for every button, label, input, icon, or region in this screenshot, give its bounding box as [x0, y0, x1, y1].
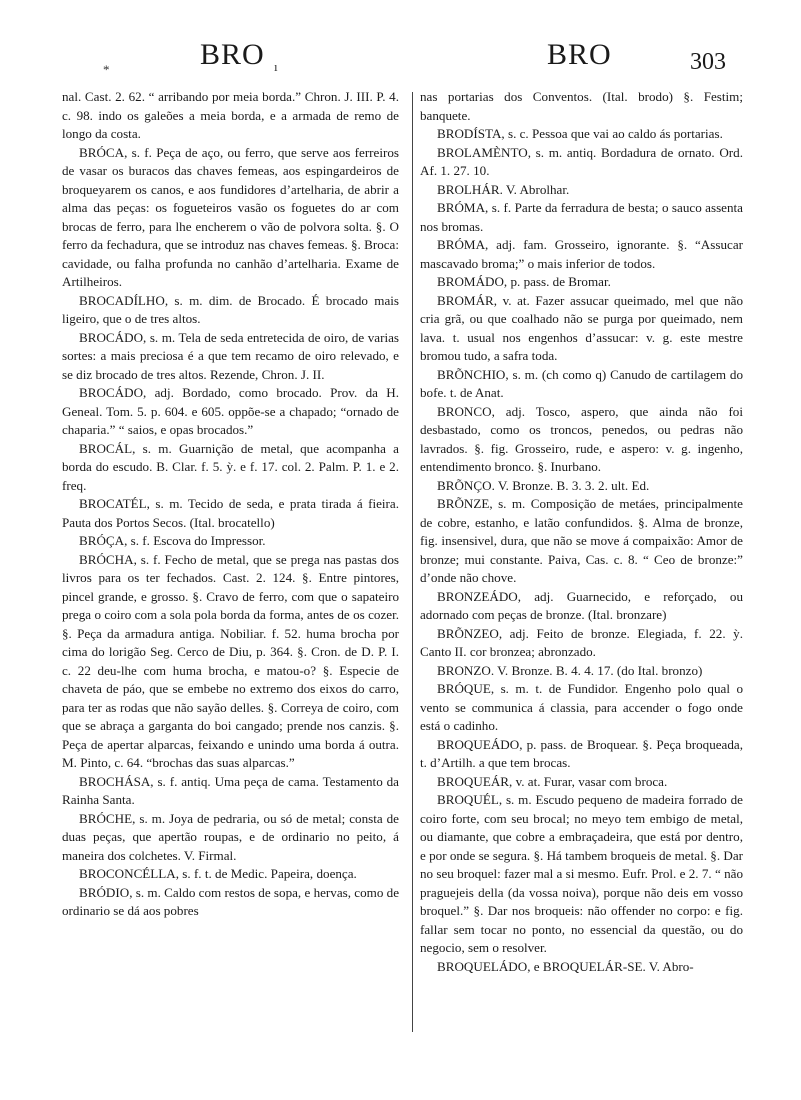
entry-brocal: BROCÁL, s. m. Guarnição de metal, que acompanha a borda do escudo. B. Clar. f. 5. ỳ. e f. 17. col. 2. Palm. P. 1. e 2. freq.	[62, 440, 399, 493]
entry-bronzeo: BRÕNZEO, adj. Feito de bronze. Elegiada, f. 22. ỳ. Canto II. cor bronzea; abronzado.	[420, 625, 743, 659]
entry-brocatel: BROCATÉL, s. m. Tecido de seda, e prata tirada á fieira. Pauta dos Portos Secos. (Ital. brocatello)	[62, 496, 399, 530]
entry-bronzo: BRONZO. V. Bronze. B. 4. 4. 17. (do Ital. bronzo)	[437, 662, 703, 678]
entry-bronco-ref: BRÕNÇO. V. Bronze. B. 3. 3. 2. ult. Ed.	[437, 477, 650, 493]
entry-broquelado: BROQUELÁDO, e BROQUELÁR-SE. V. Abro-	[437, 958, 694, 974]
entry-brodio-continued: nas portarias dos Conventos. (Ital. brodo) §. Festim; banquete.	[420, 89, 743, 123]
entry-bromado: BROMÁDO, p. pass. de Bromar.	[437, 274, 611, 289]
entry-broconcella: BROCONCÉLLA, s. f. t. de Medic. Papeira, doença.	[79, 866, 357, 881]
page-number: 303	[690, 49, 726, 75]
entry-bronze: BRÕNZE, s. m. Composição de metáes, principalmente de cobre, estanho, e latão confundidos. §. Alma de bronze, fig. insensivel, dura, que não se move á compaixão: Amor de bronze; mui constante. Paiva, Cas. c. 8. “ Ceo de bronze:” d’onde não chove.	[420, 496, 743, 585]
entry-broma-adj: BRÓMA, adj. fam. Grosseiro, ignorante. §. “Assucar mascavado broma;” o mais inferior de todos.	[420, 237, 743, 271]
entry-broca-escova: BRÓÇA, s. f. Escova do Impressor.	[79, 533, 266, 548]
left-running-head: BRO	[200, 38, 265, 71]
entry-continuation: nal. Cast. 2. 62. “ arribando por meia borda.” Chron. J. III. P. 4. c. 98. indo os galeões a meia borda, e a armada de remo de longo da costa.	[62, 89, 399, 141]
entry-brodista: BRODÍSTA, s. c. Pessoa que vai ao caldo ás portarias.	[437, 126, 723, 141]
printer-mark: *	[103, 62, 110, 77]
entry-brolhar: BROLHÁR. V. Abrolhar.	[437, 181, 570, 197]
entry-brocado-adj: BROCÁDO, adj. Bordado, como brocado. Prov. da H. Geneal. Tom. 5. p. 604. e 605. oppõe-se a chapado; “ornado de chaparia.” “ saios, e opas brocados.”	[62, 385, 399, 437]
right-running-head: BRO	[547, 38, 612, 71]
column-divider	[412, 92, 413, 1032]
entry-bronzeado: BRONZEÁDO, adj. Guarnecido, e reforçado, ou adornado com peças de bronze. (Ital. bronzare)	[420, 588, 743, 622]
entry-brocadilho: BROCADÍLHO, s. m. dim. de Brocado. É brocado mais ligeiro, que o de tres altos.	[62, 292, 399, 326]
entry-bronchio: BRÕNCHIO, s. m. (ch como q) Canudo de cartilagem do bofe. t. de Anat.	[420, 366, 743, 400]
entry-brodio: BRÓDIO, s. m. Caldo com restos de sopa, e hervas, como de ordinario se dá aos pobres	[62, 884, 400, 918]
right-column	[420, 88, 743, 976]
entry-bromar: BROMÁR, v. at. Fazer assucar queimado, mel que não cria grã, ou que coalhado não se purga por queimado, nem lava. t. usual nos engenhos d’assucar: v. g. este mestre bromou tudo, a safra toda.	[420, 292, 743, 363]
entry-brochasa: BROCHÁSA, s. f. antiq. Uma peça de cama. Testamento da Rainha Santa.	[62, 773, 399, 807]
entry-broquear: BROQUEÁR, v. at. Furar, vasar com broca.	[437, 773, 668, 789]
entry-broquel: BROQUÉL, s. m. Escudo pequeno de madeira forrado de coiro forte, com seu brocal; no meyo tem embigo de metal, ou diamante, que cobre a embraçadeira, que está por dentro, e por onde se segura. §. Há tambem broqueis de metal. §. Dar no seu broquel: fazer mal a si mesmo. Eufr. Prol. e 2. 7. “ não praguejeis della (da vossa noiva), porque não deis em vosso broquel.” §. Dar nos broqueis: não offender no corpo: e fig. fallar sem tocar no ponto, no essencial da questão, ou do negocio, sem o resolver.	[420, 792, 743, 955]
entry-broche: BRÓCHE, s. m. Joya de pedraria, ou só de metal; consta de duas peças, que apertão roupas, e de ordinario no peito, á maneira dos colchetes. V. Firmal.	[62, 810, 399, 863]
entry-brocado-noun: BROCÁDO, s. m. Tela de seda entretecida de oiro, de varias sortes: a mais preciosa é a que tem recamo de oiro relevado, e se diz brocado de tres altos. Rezende, Chron. J. II.	[62, 329, 399, 382]
stray-mark: ı	[274, 59, 278, 74]
entry-broca: BRÓCA, s. f. Peça de aço, ou ferro, que serve aos ferreiros de vasar os buracos das chaves femeas, aos espingardeiros de broqueyarem os canos, e aos fundidores d’artelharia, de abrir a alma das peças: os fogueteiros vasão os foguetes do ar com brocas de ferro, para lhe encherem o vão de polvora solta. §. O ferro da fechadura, que se introduz nas chaves femeas. §. Broca: cavidade, ou falha profunda no canhão d’artelharia. Exame de Artilheiros.	[62, 144, 400, 289]
entry-broqueado: BROQUEÁDO, p. pass. de Broquear. §. Peça broqueada, t. d’Artilh. a que tem brocas.	[420, 736, 743, 770]
entry-broma-noun: BRÓMA, s. f. Parte da ferradura de besta; o sauco assenta nos bromas.	[420, 200, 743, 234]
entry-broque: BRÓQUE, s. m. t. de Fundidor. Engenho polo qual o vento se communica á classia, para accender o fogo onde está o cadinho.	[420, 681, 743, 733]
left-column	[62, 88, 399, 921]
entry-brolamento: BROLAMÈNTO, s. m. antiq. Bordadura de ornato. Ord. Af. 1. 27. 10.	[420, 144, 743, 178]
entry-brocha: BRÓCHA, s. f. Fecho de metal, que se prega nas pastas dos livros para os ter fechados. Cast. 2. 124. §. Entre pintores, pincel grande, e grosso. §. Cravo de ferro, com que o sapateiro prega o coiro com a sola pola borda da forma, antes de os cozer. §. Peça da armadura antiga. Nobiliar. f. 52. huma brocha por cima do lorigão Seg. Cerco de Diu, p. 364. §. Cron. de D. P. I. c. 22 deu-lhe com huma brocha, e matou-o? §. Especie de chaveta de páo, que se embebe no extremo dos eixos do carro, para ter as rodas que não sayão delles. §. Correya de coiro, com que se abraça a garganta do boi cangado; prende nos canzis. §. Peça de apertar alparcas, feixando e unindo uma borda á outra. M. Pinto, c. 64. “brochas das suas alparcas.”	[62, 551, 399, 770]
entry-bronco: BRONCO, adj. Tosco, aspero, que ainda não foi desbastado, como os troncos, penedos, ou pedras não lavrados. §. fig. Grosseiro, rude, e aspero: v. g. ingenho, entendimento bronco. §. Inurbano.	[420, 403, 743, 474]
